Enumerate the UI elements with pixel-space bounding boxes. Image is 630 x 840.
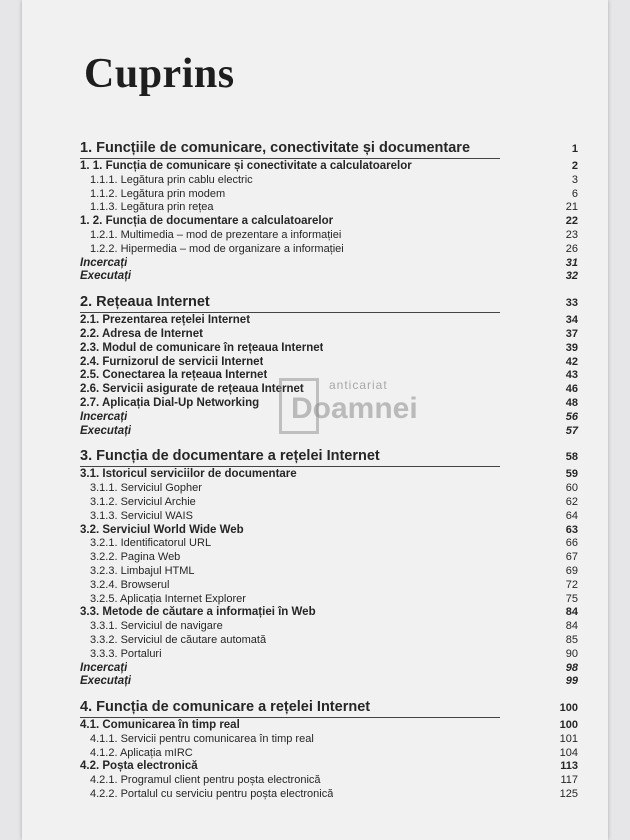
toc-subsection-page-number: 62 [565, 495, 578, 508]
toc-subsection-label: 3.1.2. Serviciul Archie [90, 495, 196, 508]
toc-section-page-number: 39 [565, 341, 578, 354]
toc-subsection-page-number: 101 [559, 732, 578, 745]
toc-subsection [80, 565, 578, 579]
toc-subsection [80, 188, 578, 202]
toc-exercise-label: Încercați [80, 410, 128, 423]
toc-section-page-number: 37 [565, 327, 578, 340]
toc-section-page-number: 59 [565, 468, 578, 481]
toc-section-label: 2.4. Furnizorul de servicii Internet [80, 355, 264, 368]
toc-chapter-page-number: 100 [559, 702, 578, 715]
toc-section [80, 314, 578, 328]
toc-exercise-page-number: 98 [565, 661, 578, 674]
toc-subsection-page-number: 75 [565, 592, 578, 605]
toc-subsection [80, 482, 578, 496]
toc-chapter-label: 2. Rețeaua Internet [80, 294, 210, 311]
toc-subsection-page-number: 3 [571, 173, 578, 186]
chapter-spacer [80, 689, 578, 699]
toc-section-page-number: 34 [565, 314, 578, 327]
toc-subsection [80, 510, 578, 524]
toc-subsection [80, 229, 578, 243]
toc-exercise-label: Încercați [80, 256, 128, 269]
chapter-rule [80, 717, 500, 718]
toc-section-label: 3.1. Istoricul serviciilor de documentare [80, 468, 297, 481]
toc-section-page-number: 100 [559, 719, 578, 732]
toc-exercise-label: Executați [80, 424, 132, 437]
toc-section-page-number: 46 [565, 383, 578, 396]
toc-subsection-page-number: 104 [559, 746, 578, 759]
toc-subsection-page-number: 26 [565, 242, 578, 255]
toc-section-page-number: 84 [565, 606, 578, 619]
toc-subsection-page-number: 67 [565, 551, 578, 564]
toc-exercise-label: Executați [80, 270, 132, 283]
toc-chapter [80, 448, 578, 465]
toc-subsection-label: 3.3.2. Serviciul de căutare automată [90, 633, 267, 646]
toc-subsection-page-number: 85 [565, 633, 578, 646]
toc-section [80, 606, 578, 620]
watermark-big-text: Doamnei [291, 392, 418, 425]
toc-exercise [80, 270, 578, 284]
toc-subsection [80, 733, 578, 747]
toc-section-label: 2.1. Prezentarea rețelei Internet [80, 314, 251, 327]
toc-exercise [80, 662, 578, 676]
toc-section [80, 160, 578, 174]
toc-section [80, 760, 578, 774]
toc-subsection-label: 1.2.1. Multimedia – mod de prezentare a informației [90, 228, 342, 241]
toc-subsection-page-number: 60 [565, 482, 578, 495]
toc-subsection [80, 620, 578, 634]
toc-chapter [80, 699, 578, 716]
toc-subsection-page-number: 72 [565, 578, 578, 591]
toc-subsection-label: 1.1.1. Legătura prin cablu electric [90, 173, 253, 186]
toc-section [80, 524, 578, 538]
toc-subsection-label: 4.1.2. Aplicația mIRC [90, 746, 193, 759]
toc-section-label: 4.2. Poșta electronică [80, 760, 198, 773]
toc-subsection [80, 593, 578, 607]
toc-subsection-label: 4.2.1. Programul client pentru poșta electronică [90, 774, 321, 787]
toc-section-label: 2.5. Conectarea la rețeaua Internet [80, 369, 268, 382]
toc-section-page-number: 113 [560, 760, 578, 773]
toc-subsection-label: 1.1.3. Legătura prin rețea [90, 201, 214, 214]
toc-subsection-label: 4.1.1. Servicii pentru comunicarea în timp real [90, 732, 314, 745]
toc-exercise [80, 425, 578, 439]
toc-subsection-page-number: 66 [565, 537, 578, 550]
page-title: Cuprins [84, 51, 235, 97]
toc-subsection [80, 174, 578, 188]
toc-section-label: 2.3. Modul de comunicare în rețeaua Internet [80, 341, 324, 354]
toc-subsection-page-number: 117 [560, 774, 578, 787]
toc-chapter-label: 1. Funcțiile de comunicare, conectivitate și documentare [80, 140, 471, 156]
toc-subsection-page-number: 90 [565, 647, 578, 660]
toc-subsection-label: 3.3.3. Portaluri [90, 647, 162, 660]
toc-subsection [80, 243, 578, 257]
toc-subsection-label: 3.2.2. Pagina Web [90, 551, 181, 564]
toc-chapter-page-number: 58 [565, 451, 578, 464]
chapter-rule [80, 466, 500, 467]
toc-subsection-label: 3.2.3. Limbajul HTML [90, 564, 195, 577]
toc-exercise-page-number: 32 [565, 270, 578, 283]
toc-section-label: 1. 2. Funcția de documentare a calculatoarelor [80, 215, 334, 228]
toc-section [80, 397, 578, 411]
toc-section [80, 328, 578, 342]
toc-subsection [80, 648, 578, 662]
toc-section-page-number: 22 [565, 215, 578, 228]
toc-exercise [80, 411, 578, 425]
toc-chapter [80, 140, 578, 157]
toc-subsection-page-number: 6 [571, 187, 578, 200]
toc-subsection-page-number: 23 [565, 228, 578, 241]
toc-subsection-label: 3.3.1. Serviciul de navigare [90, 620, 223, 633]
toc-subsection [80, 634, 578, 648]
toc-exercise [80, 257, 578, 271]
toc-subsection-label: 3.1.3. Serviciul WAIS [90, 509, 193, 522]
toc-subsection [80, 774, 578, 788]
toc-chapter-label: 4. Funcția de comunicare a rețelei Internet [80, 699, 371, 716]
toc-section-label: 2.6. Servicii asigurate de rețeaua Internet [80, 383, 304, 396]
chapter-rule [80, 312, 500, 313]
toc-subsection-page-number: 69 [565, 564, 578, 577]
toc-subsection-page-number: 84 [565, 620, 578, 633]
chapter-rule [80, 158, 500, 159]
toc-exercise-page-number: 31 [565, 256, 578, 269]
table-of-contents [80, 140, 578, 802]
toc-section [80, 719, 578, 733]
toc-section-page-number: 48 [565, 396, 578, 409]
toc-subsection-label: 3.2.5. Aplicația Internet Explorer [90, 592, 246, 605]
toc-section [80, 342, 578, 356]
toc-section [80, 369, 578, 383]
toc-subsection-page-number: 64 [565, 509, 578, 522]
toc-subsection [80, 496, 578, 510]
book-page [22, 0, 608, 840]
chapter-spacer [80, 438, 578, 448]
toc-subsection-label: 1.1.2. Legătura prin modem [90, 187, 226, 200]
toc-section [80, 356, 578, 370]
toc-subsection [80, 551, 578, 565]
toc-section-label: 2.2. Adresa de Internet [80, 327, 203, 340]
toc-subsection [80, 537, 578, 551]
toc-section-label: 3.2. Serviciul World Wide Web [80, 523, 244, 536]
toc-section-page-number: 43 [565, 369, 578, 382]
toc-chapter-page-number: 1 [571, 143, 578, 155]
toc-chapter [80, 294, 578, 311]
toc-chapter-page-number: 33 [565, 297, 578, 310]
toc-subsection [80, 788, 578, 802]
toc-section [80, 215, 578, 229]
toc-subsection [80, 579, 578, 593]
toc-exercise-page-number: 57 [565, 424, 578, 437]
toc-subsection-label: 1.2.2. Hipermedia – mod de organizare a informației [90, 242, 344, 255]
toc-section-page-number: 63 [565, 523, 578, 536]
toc-section-page-number: 42 [565, 355, 578, 368]
toc-chapter-label: 3. Funcția de documentare a rețelei Internet [80, 448, 380, 465]
toc-subsection [80, 747, 578, 761]
toc-exercise-page-number: 99 [565, 675, 578, 688]
toc-section [80, 383, 578, 397]
toc-subsection-label: 3.1.1. Serviciul Gopher [90, 482, 202, 495]
toc-section [80, 468, 578, 482]
toc-exercise-page-number: 56 [565, 410, 578, 423]
toc-section-page-number: 2 [571, 160, 578, 172]
toc-section-label: 1. 1. Funcția de comunicare și conectivitate a calculatoarelor [80, 160, 412, 172]
toc-subsection-label: 3.2.4. Browserul [90, 578, 170, 591]
toc-subsection-page-number: 125 [559, 788, 578, 801]
toc-exercise-label: Încercați [80, 661, 128, 674]
toc-subsection-page-number: 21 [565, 201, 578, 214]
toc-subsection-label: 4.2.2. Portalul cu serviciu pentru poșta electronică [90, 788, 334, 801]
toc-subsection [80, 201, 578, 215]
chapter-spacer [80, 284, 578, 294]
toc-section-label: 2.7. Aplicația Dial-Up Networking [80, 396, 260, 409]
watermark-small-text: anticariat [329, 378, 388, 392]
toc-exercise-label: Executați [80, 675, 132, 688]
toc-subsection-label: 3.2.1. Identificatorul URL [90, 537, 212, 550]
toc-exercise [80, 675, 578, 689]
toc-section-label: 4.1. Comunicarea în timp real [80, 719, 240, 732]
toc-section-label: 3.3. Metode de căutare a informației în Web [80, 606, 316, 619]
